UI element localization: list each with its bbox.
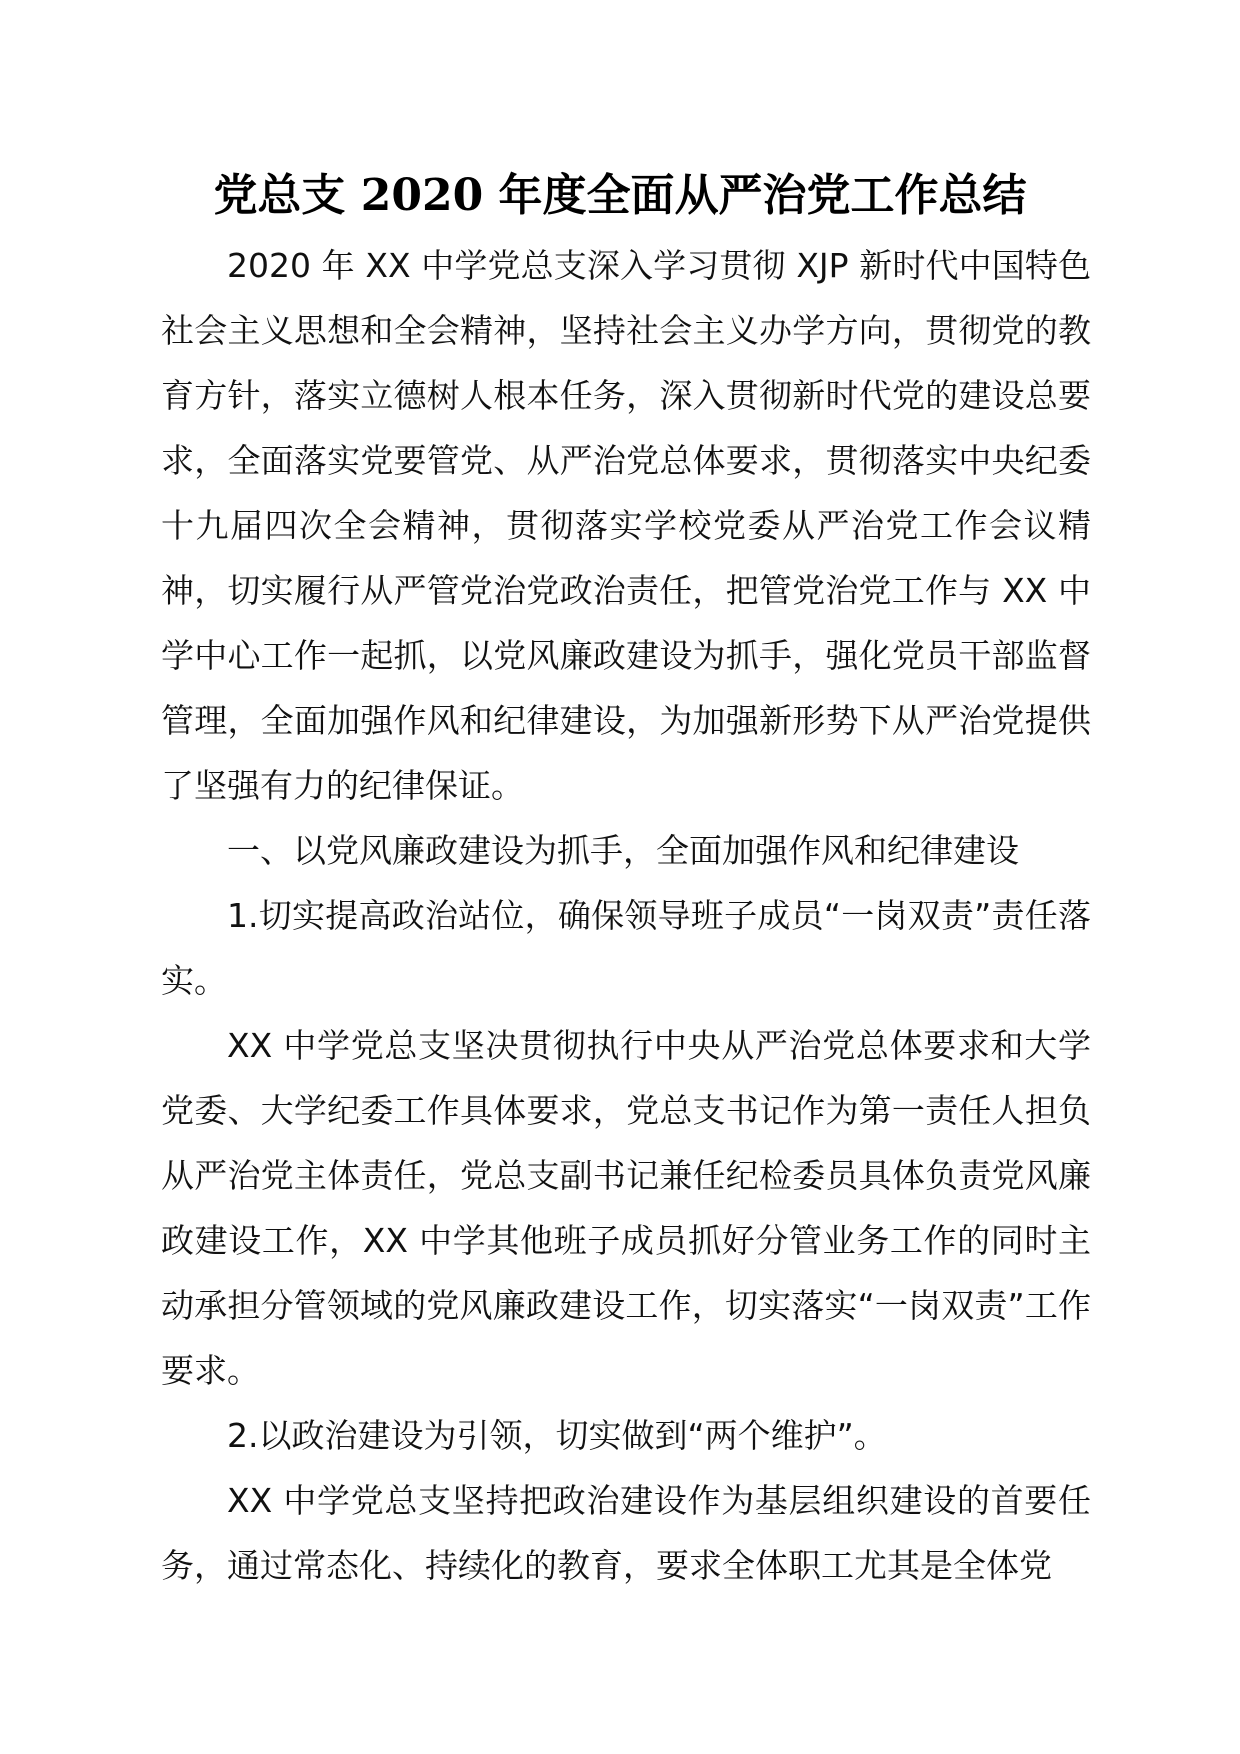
section-heading-1: 一、以党风廉政建设为抓手，全面加强作风和纪律建设: [227, 831, 1019, 870]
intro-paragraph: 2020 年 XX 中学党总支深入学习贯彻 XJP 新时代中国特色社会主义思想和全会精神，坚持社会主义办学方向，贯彻党的教育方针，落实立德树人根本任务，深入贯彻新时代党的建设总要求，全面落实党要管党、从严治党总体要求，贯彻落实中央纪委十九届四次全会精神，贯彻落实学校党委从严治党工作会议精神，切实履行从严管党治党政治责任，把管党治党工作与 XX 中学中心工作一起抓，以党风廉政建设为抓手，强化党员干部监督管理，全面加强作风和纪律建设，为加强新形势下从严治党提供了坚强有力的纪律保证。: [161, 246, 1091, 805]
document-title: 党总支 2020 年度全面从严治党工作总结: [213, 170, 1027, 221]
subsection-heading-2: 2.以政治建设为引领，切实做到“两个维护”。: [227, 1416, 887, 1455]
subsection-heading-1: 1.切实提高政治站位，确保领导班子成员“一岗双责”责任落实。: [161, 896, 1091, 1000]
document-body: [161, 233, 1091, 1598]
body-paragraph-2: XX 中学党总支坚持把政治建设作为基层组织建设的首要任务，通过常态化、持续化的教育，要求全体职工尤其是全体党: [161, 1481, 1091, 1585]
body-paragraph-1: XX 中学党总支坚决贯彻执行中央从严治党总体要求和大学党委、大学纪委工作具体要求，党总支书记作为第一责任人担负从严治党主体责任，党总支副书记兼任纪检委员具体负责党风廉政建设工作，XX 中学其他班子成员抓好分管业务工作的同时主动承担分管领域的党风廉政建设工作，切实落实“一岗双责”工作要求。: [161, 1026, 1091, 1390]
